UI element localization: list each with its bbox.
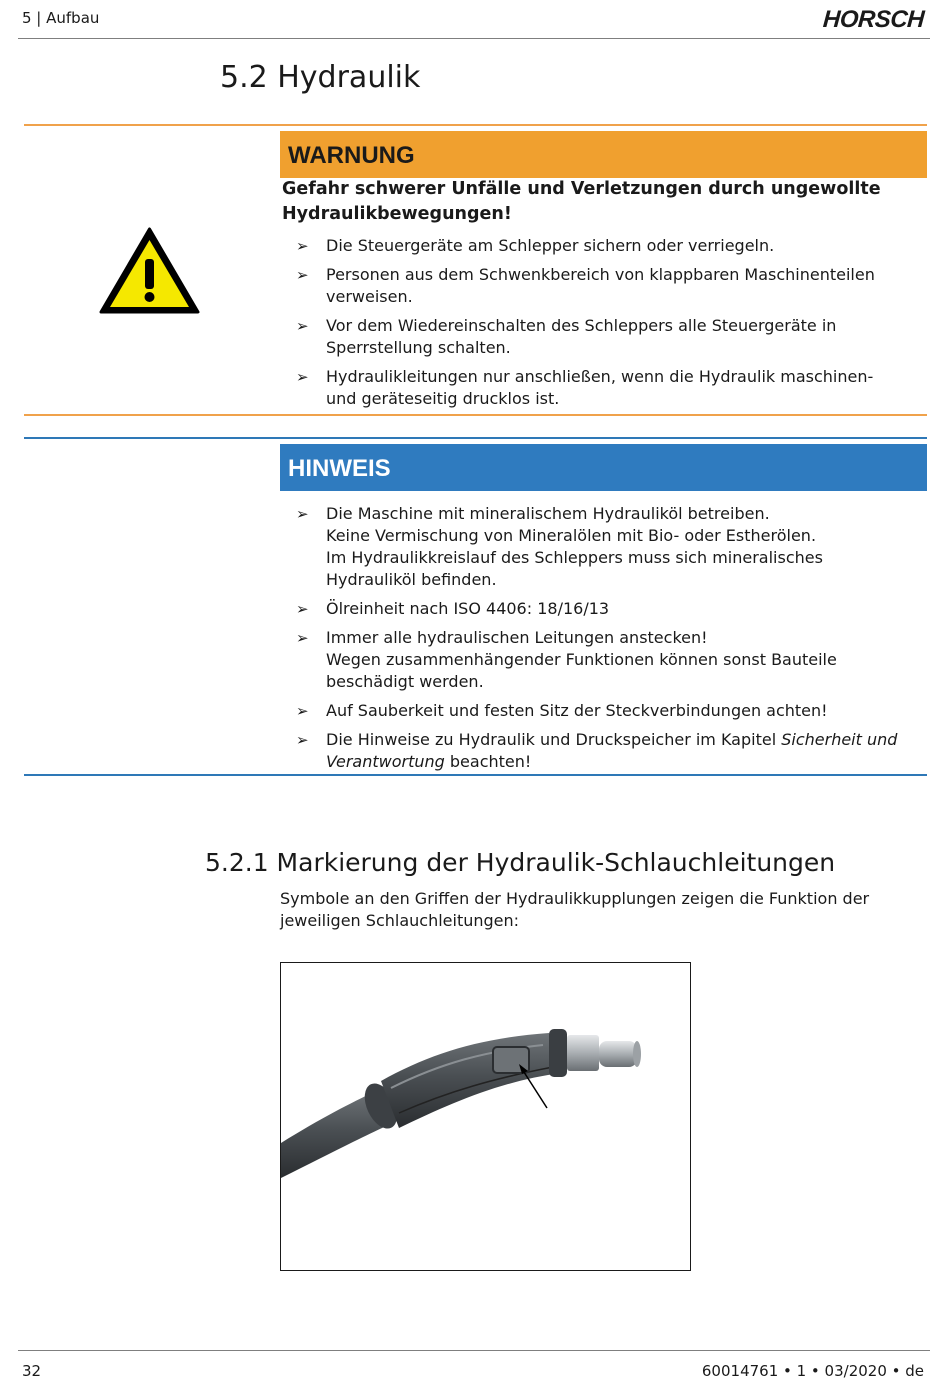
arrowhead-bullet-icon: ➢ xyxy=(296,600,309,618)
chapter-reference: Sicherheit und Verantwortung xyxy=(326,730,898,771)
notice-banner: HINWEIS xyxy=(280,444,927,491)
hose-coupling-figure xyxy=(280,962,691,1271)
list-item: ➢ Ölreinheit nach ISO 4406: 18/16/13 xyxy=(296,599,610,618)
warning-triangle-icon xyxy=(98,226,201,316)
list-item: ➢ Die Hinweise zu Hydraulik und Druckspeicher im Kapitel Sicherheit und Verantwortung beachten! xyxy=(296,730,898,771)
notice-top-rule xyxy=(24,437,927,439)
header-rule xyxy=(18,38,930,39)
arrowhead-bullet-icon: ➢ xyxy=(296,505,309,523)
arrowhead-bullet-icon: ➢ xyxy=(296,317,309,335)
hose-coupling-illustration xyxy=(281,963,690,1270)
subsection-title: 5.2.1 Markierung der Hydraulik-Schlauchleitungen xyxy=(205,848,836,877)
list-item: ➢ Personen aus dem Schwenkbereich von klappbaren Maschinenteilen verweisen. xyxy=(296,265,875,306)
arrowhead-bullet-icon: ➢ xyxy=(296,237,309,255)
warning-headline: Gefahr schwerer Unfälle und Verletzungen durch ungewollte Hydraulikbewegungen! xyxy=(282,179,881,224)
page-number: 32 xyxy=(22,1362,42,1380)
document-id: 60014761 • 1 • 03/2020 • de xyxy=(701,1362,924,1380)
list-item: ➢ Immer alle hydraulischen Leitungen anstecken! Wegen zusammenhängender Funktionen können sonst Bauteile beschädigt werden. xyxy=(296,628,837,691)
list-item: ➢ Die Maschine mit mineralischem Hydrauliköl betreiben. Keine Vermischung von Mineralölen mit Bio- oder Estherölen. Im Hydraulikkreislauf des Schleppers muss sich mineralisches Hydrauliköl befinden. xyxy=(296,504,823,589)
arrowhead-bullet-icon: ➢ xyxy=(296,731,309,749)
arrowhead-bullet-icon: ➢ xyxy=(296,368,309,386)
warning-bottom-rule xyxy=(24,414,927,416)
section-title: 5.2 Hydraulik xyxy=(220,60,421,95)
warning-banner: WARNUNG xyxy=(280,131,927,178)
subsection-text: Symbole an den Griffen der Hydraulikkupplungen zeigen die Funktion der jeweiligen Schlauchleitungen: xyxy=(280,889,870,930)
warning-top-rule xyxy=(24,124,927,126)
list-item: ➢ Die Steuergeräte am Schlepper sichern oder verriegeln. xyxy=(296,236,775,255)
list-item: ➢ Vor dem Wiedereinschalten des Schleppers alle Steuergeräte in Sperrstellung schalten. xyxy=(296,316,837,357)
arrowhead-bullet-icon: ➢ xyxy=(296,629,309,647)
brand-logo: HORSCH xyxy=(822,6,925,33)
warning-list xyxy=(296,235,908,417)
list-item: ➢ Auf Sauberkeit und festen Sitz der Steckverbindungen achten! xyxy=(296,701,828,720)
chapter-label: 5 | Aufbau xyxy=(22,9,100,27)
notice-bottom-rule xyxy=(24,774,927,776)
list-item: ➢ Hydraulikleitungen nur anschließen, wenn die Hydraulik maschinen- und geräteseitig drucklos ist. xyxy=(296,367,874,408)
notice-list xyxy=(296,503,908,780)
arrowhead-bullet-icon: ➢ xyxy=(296,702,309,720)
arrowhead-bullet-icon: ➢ xyxy=(296,266,309,284)
footer-rule xyxy=(18,1350,930,1351)
